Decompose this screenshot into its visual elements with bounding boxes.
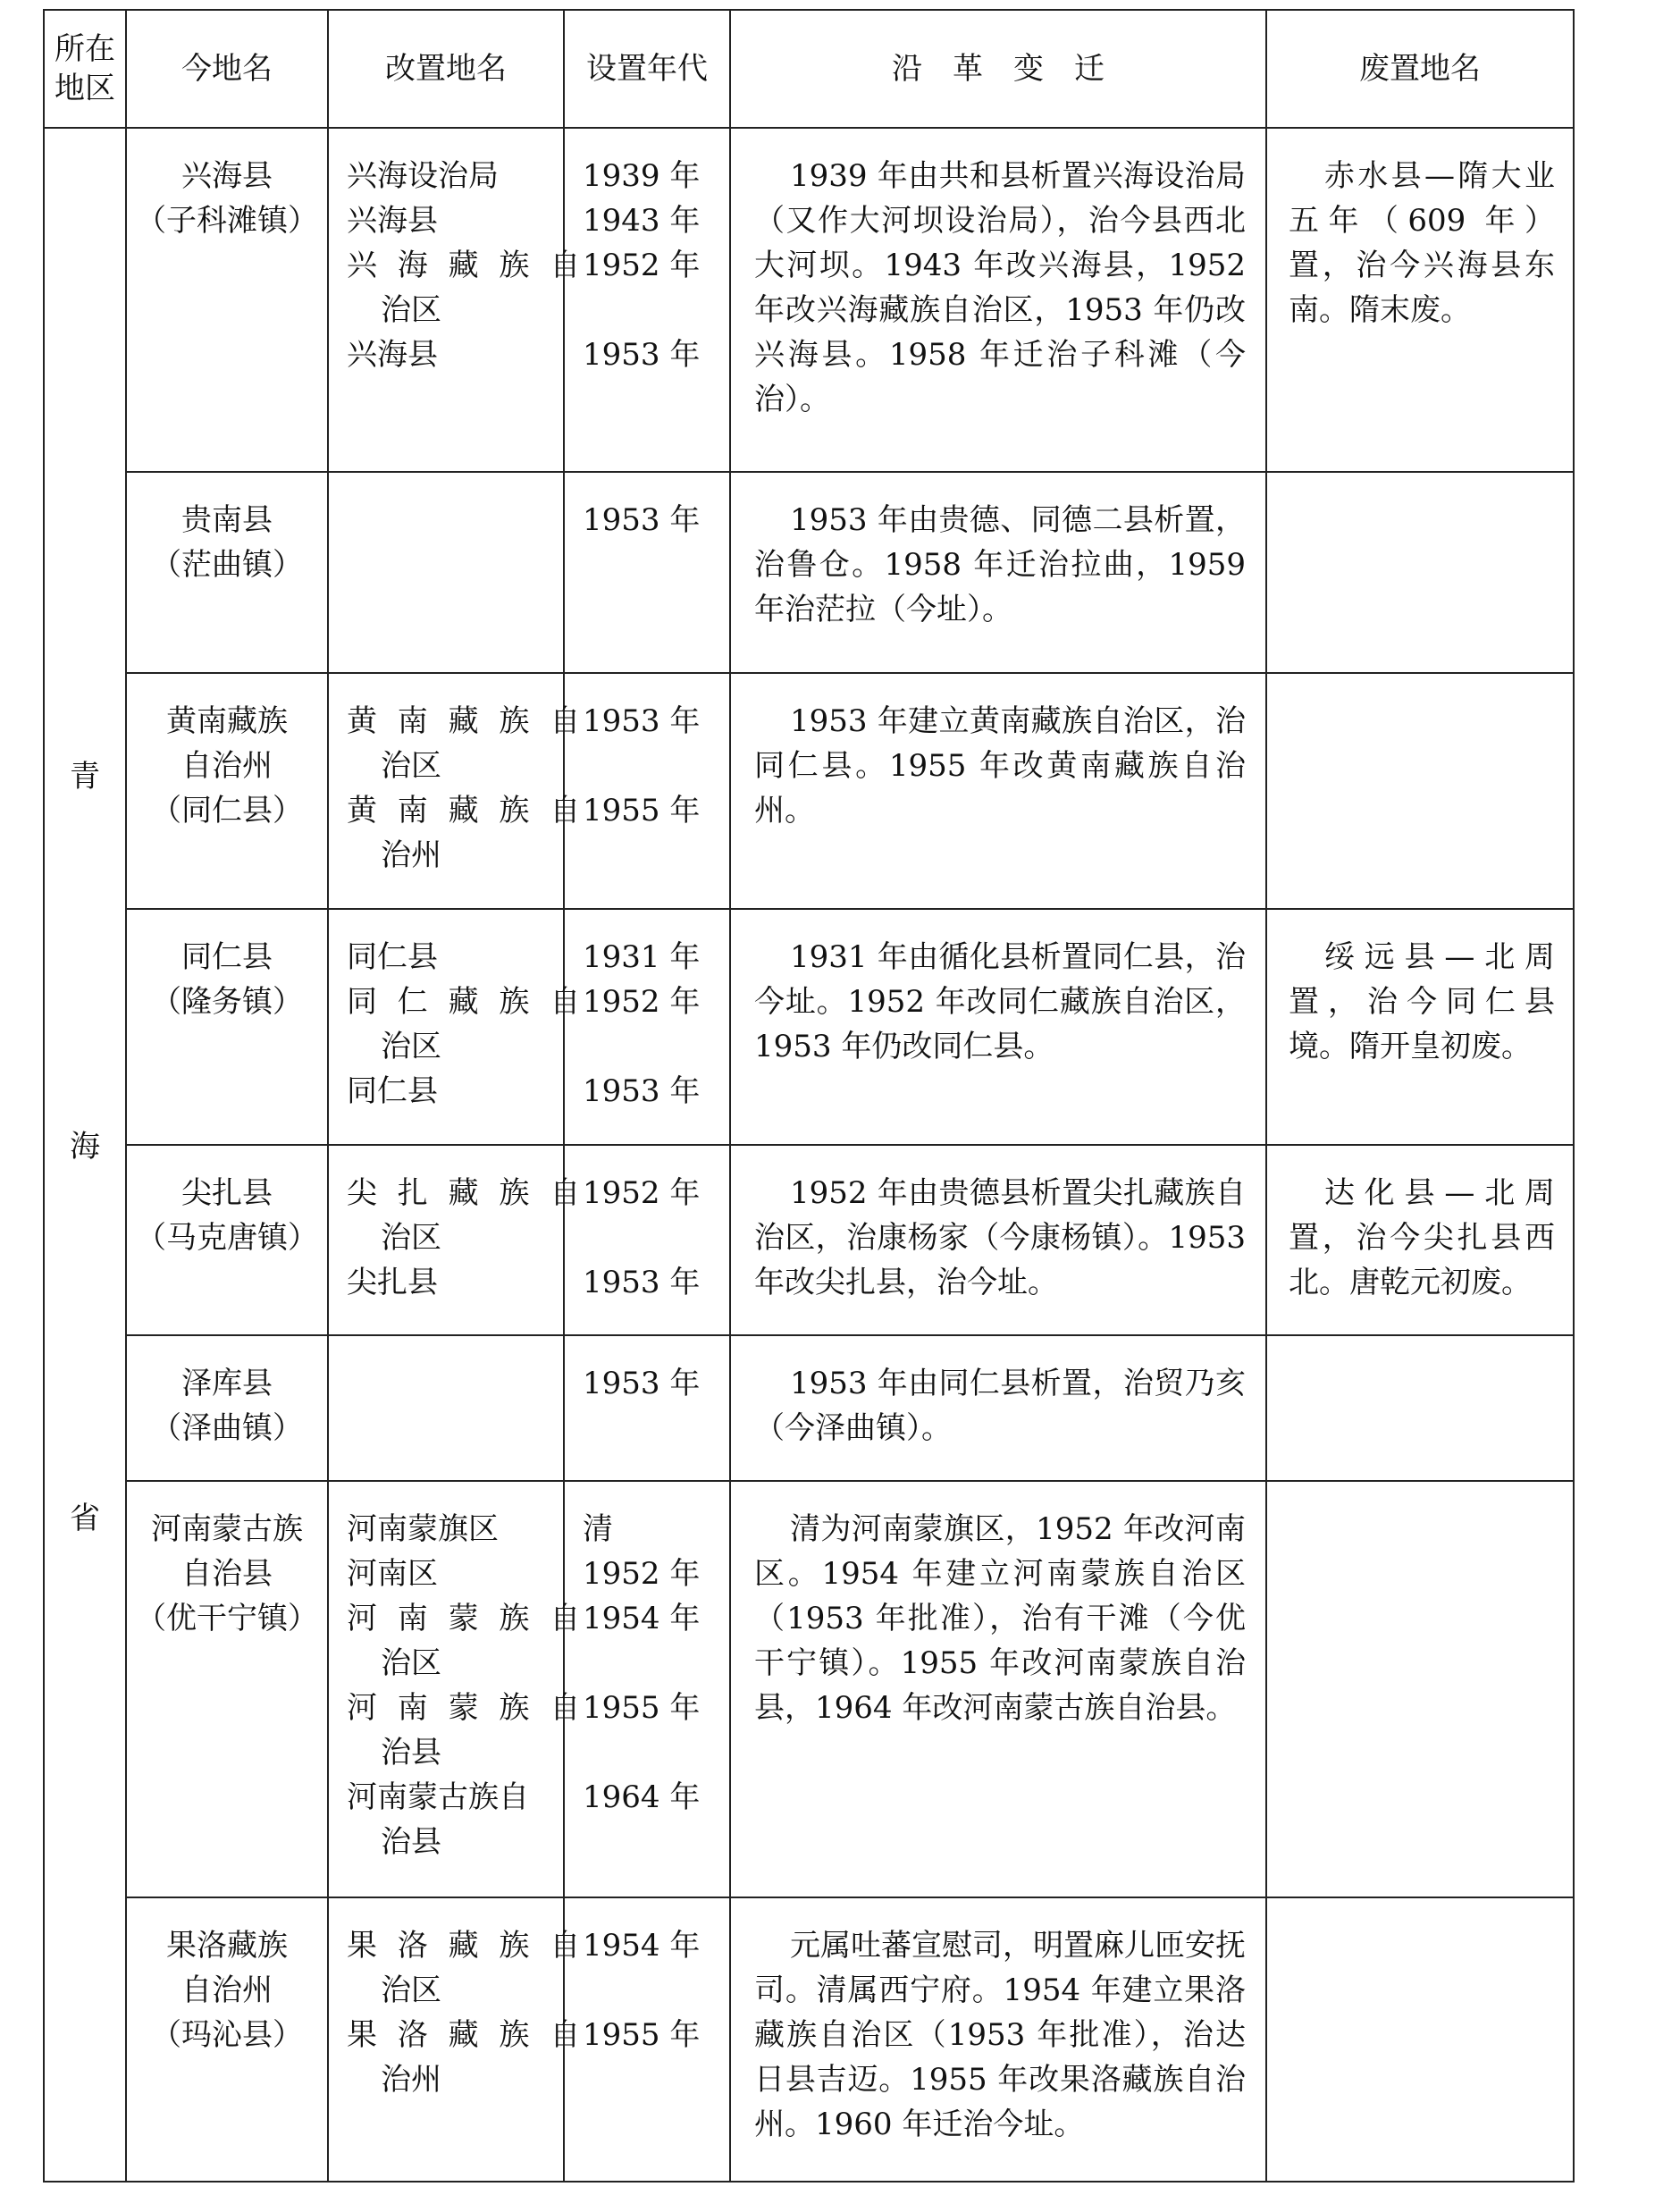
- year-cell: [564, 1145, 730, 1335]
- renamed-line: 兴海县: [347, 337, 438, 373]
- abolished-cell: 赤水县—隋大业五年（609 年）置，治今兴海县东南。隋末废。: [1266, 128, 1574, 472]
- year-cell: [564, 128, 730, 472]
- history-cell: 1931 年由循化县析置同仁县，治今址。1952 年改同仁藏族自治区，1953 年仍改同仁县。: [730, 909, 1266, 1145]
- current-name-line: 果洛藏族: [166, 1927, 288, 1964]
- abolished-cell: [1266, 472, 1574, 674]
- renamed-line: 治区: [381, 1972, 441, 2008]
- renamed-line: 黄 南 藏 族 自: [347, 793, 586, 829]
- year-cell: [564, 1897, 730, 2182]
- history-cell: 清为河南蒙旗区，1952 年改河南区。1954 年建立河南蒙族自治区（1953 年批准），治有干滩（今优干宁镇）。1955 年改河南蒙族自治县，1964 年改河南蒙古族自治县。: [730, 1481, 1266, 1897]
- current-name-line: （子科滩镇）: [136, 203, 318, 239]
- year-line: [583, 1024, 720, 1069]
- renamed-cell: [328, 128, 586, 472]
- year-line: 1955 年: [583, 793, 701, 829]
- year-line: 1964 年: [583, 1779, 701, 1816]
- renamed-line: 治州: [381, 837, 441, 874]
- year-line: 清: [583, 1511, 613, 1548]
- year-line: 1953 年: [583, 337, 701, 373]
- renamed-line: 治州: [381, 2061, 441, 2098]
- year-line: 1953 年: [583, 1366, 701, 1402]
- history-cell: 1952 年由贵德县析置尖扎藏族自治区，治康杨家（今康杨镇）。1953 年改尖扎县，治今址。: [730, 1145, 1266, 1335]
- renamed-cell: [328, 472, 564, 674]
- year-line: 1939 年: [583, 158, 701, 194]
- renamed-line: 河 南 蒙 族 自: [347, 1690, 586, 1727]
- header-row: [44, 10, 1574, 128]
- renamed-line: 黄 南 藏 族 自: [347, 703, 586, 740]
- renamed-line: 同仁县: [347, 1073, 438, 1110]
- current-name-line: 尖扎县: [181, 1174, 273, 1211]
- table-row: [44, 909, 1574, 1145]
- header-history: 沿 革 变 迁: [730, 10, 1266, 128]
- renamed-line: 治县: [381, 1824, 441, 1861]
- region-char: 省: [70, 1501, 100, 1536]
- current-name-line: 泽库县: [181, 1366, 273, 1402]
- year-line: [583, 1215, 720, 1260]
- table-row: [44, 673, 1574, 909]
- current-name-cell: [126, 673, 328, 909]
- current-name-line: 同仁县: [181, 939, 273, 976]
- header-region-line1: 所在: [55, 31, 115, 67]
- year-line: 1953 年: [583, 1073, 701, 1110]
- current-name-line: （泽曲镇）: [151, 1410, 303, 1447]
- current-name-line: （同仁县）: [151, 793, 303, 829]
- year-cell: [564, 472, 730, 674]
- current-name-line: （马克唐镇）: [136, 1219, 318, 1256]
- current-name-line: 兴海县: [181, 158, 273, 194]
- renamed-line: 河南蒙旗区: [347, 1511, 499, 1548]
- header-year: 设置年代: [564, 10, 730, 128]
- current-name-line: （玛沁县）: [151, 2016, 303, 2053]
- history-cell: 1939 年由共和县析置兴海设治局（又作大河坝设治局），治今县西北大河坝。1943 年改兴海县，1952 年改兴海藏族自治区，1953 年仍改兴海县。1958 年迁治子科滩（今治）。: [730, 128, 1266, 472]
- renamed-line: 兴海设治局: [347, 158, 499, 194]
- renamed-cell: [328, 1335, 564, 1481]
- year-line: [583, 744, 720, 788]
- year-cell: [564, 1481, 730, 1897]
- region-char: 海: [70, 1129, 100, 1165]
- place-name-table: [43, 9, 1575, 2183]
- history-cell: 元属吐蕃宣慰司，明置麻儿匝安抚司。清属西宁府。1954 年建立果洛藏族自治区（1953 年批准），治达日县吉迈。1955 年改果洛藏族自治州。1960 年迁治今址。: [730, 1897, 1266, 2182]
- renamed-line: 河 南 蒙 族 自: [347, 1601, 586, 1637]
- renamed-line: 治区: [381, 1645, 441, 1682]
- renamed-cell: [328, 909, 586, 1145]
- renamed-line: 尖扎县: [347, 1264, 438, 1300]
- current-name-line: 贵南县: [181, 501, 273, 538]
- renamed-line: 同仁县: [347, 939, 438, 976]
- abolished-cell: [1266, 1335, 1574, 1481]
- renamed-cell: [328, 1145, 586, 1335]
- current-name-cell: [126, 1481, 328, 1897]
- year-line: 1952 年: [583, 248, 701, 283]
- current-name-line: （优干宁镇）: [136, 1601, 318, 1637]
- renamed-line: 河南蒙古族自: [347, 1779, 529, 1816]
- year-line: 1954 年: [583, 1927, 701, 1964]
- region-char: 青: [70, 759, 100, 795]
- year-line: [583, 288, 720, 332]
- year-line: 1953 年: [583, 703, 701, 740]
- header-current-name: 今地名: [126, 10, 328, 128]
- renamed-line: 治区: [381, 1029, 441, 1065]
- current-name-cell: [126, 1145, 328, 1335]
- year-line: [583, 1641, 720, 1686]
- current-name-cell: [126, 128, 328, 472]
- abolished-cell: [1266, 1481, 1574, 1897]
- year-line: 1952 年: [583, 1174, 701, 1211]
- table-row: [44, 1335, 1574, 1481]
- renamed-line: 河南区: [347, 1556, 438, 1593]
- year-line: 1954 年: [583, 1601, 701, 1637]
- abolished-cell: 绥远县—北周置，治今同仁县境。隋开皇初废。: [1266, 909, 1574, 1145]
- current-name-line: 黄南藏族: [166, 703, 288, 740]
- renamed-line: 治区: [381, 748, 441, 785]
- renamed-line: 果 洛 藏 族 自: [347, 1927, 586, 1964]
- table-row: [44, 472, 1574, 674]
- year-line: 1952 年: [583, 984, 701, 1021]
- abolished-cell: [1266, 673, 1574, 909]
- year-cell: [564, 909, 730, 1145]
- current-name-cell: [126, 1897, 328, 2182]
- renamed-line: 治县: [381, 1735, 441, 1771]
- renamed-line: 兴 海 藏 族 自: [347, 248, 586, 283]
- header-renamed: 改置地名: [328, 10, 564, 128]
- renamed-line: 果 洛 藏 族 自: [347, 2016, 586, 2053]
- current-name-cell: [126, 909, 328, 1145]
- renamed-line: 同 仁 藏 族 自: [347, 984, 586, 1021]
- current-name-line: （隆务镇）: [151, 984, 303, 1021]
- current-name-line: 自治县: [181, 1556, 273, 1593]
- renamed-cell: [328, 673, 586, 909]
- renamed-line: 尖 扎 藏 族 自: [347, 1174, 586, 1211]
- header-abolished: 废置地名: [1266, 10, 1574, 128]
- abolished-cell: [1266, 1897, 1574, 2182]
- year-line: [583, 1968, 720, 2013]
- history-cell: 1953 年由同仁县析置，治贸乃亥（今泽曲镇）。: [730, 1335, 1266, 1481]
- year-line: [583, 1730, 720, 1775]
- header-region: [44, 10, 126, 128]
- current-name-line: 自治州: [181, 748, 273, 785]
- table-row: [44, 1897, 1574, 2182]
- year-line: 1943 年: [583, 203, 701, 239]
- year-cell: [564, 1335, 730, 1481]
- year-line: 1953 年: [583, 1264, 701, 1300]
- abolished-cell: 达化县—北周置，治今尖扎县西北。唐乾元初废。: [1266, 1145, 1574, 1335]
- table-row: [44, 1481, 1574, 1897]
- history-cell: 1953 年建立黄南藏族自治区，治同仁县。1955 年改黄南藏族自治州。: [730, 673, 1266, 909]
- year-line: 1952 年: [583, 1556, 701, 1593]
- year-cell: [564, 673, 730, 909]
- renamed-line: 治区: [381, 1219, 441, 1256]
- year-line: 1953 年: [583, 501, 701, 538]
- renamed-cell: [328, 1481, 586, 1897]
- table-row: [44, 128, 1574, 472]
- current-name-cell: [126, 472, 328, 674]
- current-name-line: （茫曲镇）: [151, 546, 303, 583]
- current-name-cell: [126, 1335, 328, 1481]
- renamed-line: 兴海县: [347, 203, 438, 239]
- header-region-line2: 地区: [55, 71, 115, 106]
- region-cell: [44, 128, 126, 2182]
- history-cell: 1953 年由贵德、同德二县析置，治鲁仓。1958 年迁治拉曲，1959 年治茫拉（今址）。: [730, 472, 1266, 674]
- renamed-line: 治区: [381, 292, 441, 328]
- year-line: 1955 年: [583, 1690, 701, 1727]
- table-row: [44, 1145, 1574, 1335]
- current-name-line: 自治州: [181, 1972, 273, 2008]
- current-name-line: 河南蒙古族: [151, 1511, 303, 1548]
- year-line: 1955 年: [583, 2016, 701, 2053]
- year-line: 1931 年: [583, 939, 701, 976]
- renamed-cell: [328, 1897, 586, 2182]
